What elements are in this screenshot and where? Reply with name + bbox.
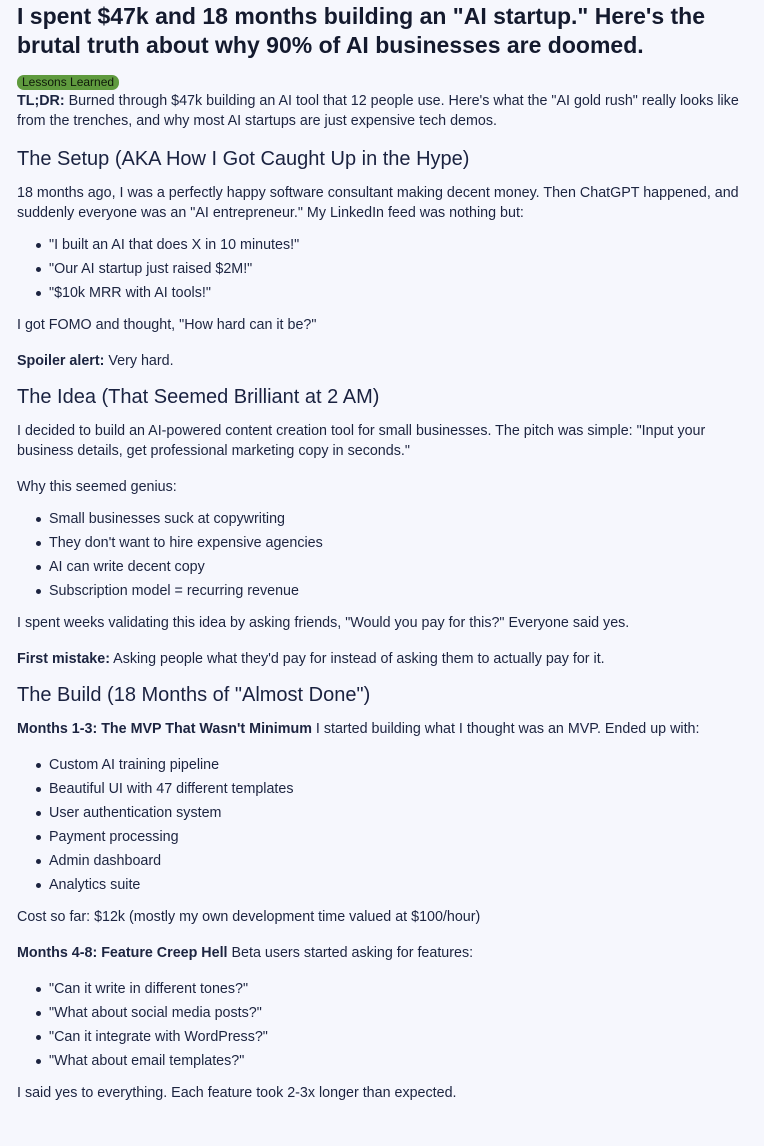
mvp-paragraph bbox=[17, 719, 750, 739]
list-item: Payment processing bbox=[49, 827, 750, 847]
idea-why: Why this seemed genius: bbox=[17, 479, 177, 495]
post-flair-badge[interactable]: Lessons Learned bbox=[17, 75, 119, 90]
feature-creep-paragraph bbox=[17, 943, 750, 963]
list-item: "I built an AI that does X in 10 minutes!" bbox=[49, 235, 750, 255]
list-item: Small businesses suck at copywriting bbox=[49, 509, 750, 529]
tldr-label: TL;DR: bbox=[17, 93, 65, 109]
idea-bullet-list bbox=[17, 509, 750, 601]
cost-paragraph: Cost so far: $12k (mostly my own development time valued at $100/hour) bbox=[17, 909, 481, 925]
first-mistake-text: Asking people what they'd pay for instead of asking them to actually pay for it. bbox=[109, 651, 605, 667]
list-item: User authentication system bbox=[49, 803, 750, 823]
list-item: AI can write decent copy bbox=[49, 557, 750, 577]
list-item: They don't want to hire expensive agencies bbox=[49, 533, 750, 553]
list-item: Admin dashboard bbox=[49, 851, 750, 871]
list-item: "What about social media posts?" bbox=[49, 1003, 750, 1023]
list-item: "Can it integrate with WordPress?" bbox=[49, 1027, 750, 1047]
first-mistake-paragraph bbox=[17, 649, 750, 669]
list-item: "What about email templates?" bbox=[49, 1051, 750, 1071]
section-heading-idea: The Idea (That Seemed Brilliant at 2 AM) bbox=[17, 386, 380, 408]
section-heading-setup: The Setup (AKA How I Got Caught Up in the Hype) bbox=[17, 148, 470, 170]
spoiler-label: Spoiler alert: bbox=[17, 353, 105, 369]
feature-creep-label: Months 4-8: Feature Creep Hell bbox=[17, 945, 228, 961]
section-heading-build: The Build (18 Months of "Almost Done") bbox=[17, 684, 371, 706]
fomo-paragraph: I got FOMO and thought, "How hard can it be?" bbox=[17, 317, 317, 333]
list-item: Beautiful UI with 47 different templates bbox=[49, 779, 750, 799]
spoiler-text: Very hard. bbox=[104, 353, 174, 369]
list-item: "$10k MRR with AI tools!" bbox=[49, 283, 750, 303]
flair-row bbox=[17, 75, 750, 91]
list-item: "Our AI startup just raised $2M!" bbox=[49, 259, 750, 279]
mvp-bullet-list bbox=[17, 755, 750, 895]
idea-intro: I decided to build an AI-powered content creation tool for small businesses. The pitch was simple: "Input your business details, get professional marketing copy in seconds." bbox=[17, 423, 706, 459]
post-title: I spent $47k and 18 months building an "AI startup." Here's the brutal truth about why 90% of AI businesses are doomed. bbox=[17, 3, 706, 58]
list-item: "Can it write in different tones?" bbox=[49, 979, 750, 999]
list-item: Analytics suite bbox=[49, 875, 750, 895]
setup-bullet-list bbox=[17, 235, 750, 303]
feature-creep-text: Beta users started asking for features: bbox=[227, 945, 474, 961]
spoiler-paragraph bbox=[17, 351, 750, 371]
list-item: Subscription model = recurring revenue bbox=[49, 581, 750, 601]
tldr-text: Burned through $47k building an AI tool that 12 people use. Here's what the "AI gold rush" really looks like from the trenches, and why most AI startups are just expensive tech demos. bbox=[17, 93, 739, 129]
list-item: Custom AI training pipeline bbox=[49, 755, 750, 775]
first-mistake-label: First mistake: bbox=[17, 651, 110, 667]
validation-paragraph: I spent weeks validating this idea by asking friends, "Would you pay for this?" Everyone said yes. bbox=[17, 615, 630, 631]
yes-to-everything-paragraph: I said yes to everything. Each feature took 2-3x longer than expected. bbox=[17, 1085, 457, 1101]
setup-intro: 18 months ago, I was a perfectly happy software consultant making decent money. Then ChatGPT happened, and suddenly everyone was an "AI entrepreneur." My LinkedIn feed was nothing but: bbox=[17, 185, 739, 221]
tldr-paragraph bbox=[17, 91, 750, 131]
mvp-text: I started building what I thought was an MVP. Ended up with: bbox=[311, 721, 700, 737]
feature-creep-bullet-list bbox=[17, 979, 750, 1071]
mvp-label: Months 1-3: The MVP That Wasn't Minimum bbox=[17, 721, 312, 737]
